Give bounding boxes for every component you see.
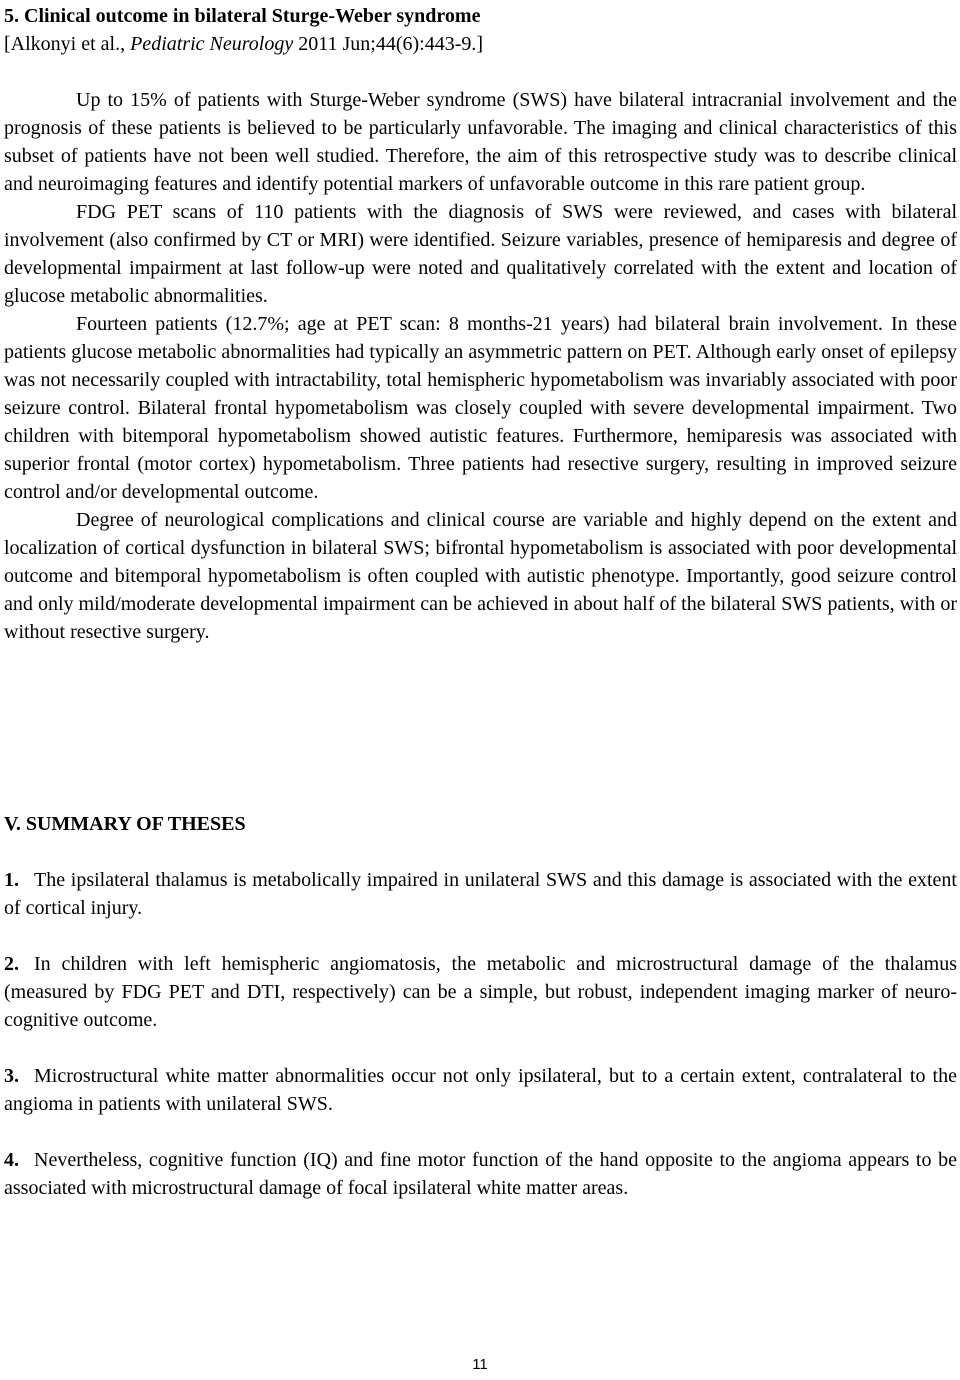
thesis-item <box>4 1062 957 1118</box>
thesis-number: 4. <box>4 1149 19 1171</box>
section-heading: 5. Clinical outcome in bilateral Sturge-Weber syndrome <box>4 5 481 27</box>
thesis-item <box>4 950 957 1034</box>
summary-title: V. SUMMARY OF THESES <box>4 813 246 835</box>
abstract-paragraph-methods: FDG PET scans of 110 patients with the diagnosis of SWS were reviewed, and cases with bilateral involvement (also confirmed by CT or MRI) were identified. Seizure variables, presence of hemiparesis and degree of developmental impairment at last follow-up were noted and qualitatively correlated with the extent and location of glucose metabolic abnormalities. <box>4 201 957 307</box>
page-number: 11 <box>472 1356 488 1373</box>
citation-suffix: 2011 Jun;44(6):443-9.] <box>293 33 484 55</box>
abstract-paragraph-background: Up to 15% of patients with Sturge-Weber syndrome (SWS) have bilateral intracranial involvement and the prognosis of these patients is believed to be particularly unfavorable. The imaging and clinical characteristics of this subset of patients have not been well studied. Therefore, the aim of this retrospective study was to describe clinical and neuroimaging features and identify potential markers of unfavorable outcome in this rare patient group. <box>4 89 957 195</box>
citation <box>4 30 957 58</box>
abstract-section <box>4 2 957 646</box>
thesis-text: Nevertheless, cognitive function (IQ) and fine motor function of the hand opposite to the angioma appears to be associated with microstructural damage of focal ipsilateral white matter areas. <box>4 1149 957 1199</box>
thesis-text: The ipsilateral thalamus is metabolically impaired in unilateral SWS and this damage is associated with the extent of cortical injury. <box>4 869 957 919</box>
thesis-number: 1. <box>4 869 19 891</box>
abstract-paragraph-results: Fourteen patients (12.7%; age at PET scan: 8 months-21 years) had bilateral brain involvement. In these patients glucose metabolic abnormalities had typically an asymmetric pattern on PET. Although early onset of epilepsy was not necessarily coupled with intractability, total hemispheric hypometabolism was invariably associated with poor seizure control. Bilateral frontal hypometabolism was closely coupled with severe developmental impairment. Two children with bitemporal hypometabolism showed autistic features. Furthermore, hemiparesis was associated with superior frontal (motor cortex) hypometabolism. Three patients had resective surgery, resulting in improved seizure control and/or developmental outcome. <box>4 313 957 503</box>
thesis-item <box>4 866 957 922</box>
citation-journal: Pediatric Neurology <box>130 33 294 55</box>
thesis-number: 2. <box>4 953 19 975</box>
abstract-paragraph-conclusions: Degree of neurological complications and clinical course are variable and highly depend on the extent and localization of cortical dysfunction in bilateral SWS; bifrontal hypometabolism is associated with poor developmental outcome and bitemporal hypometabolism is often coupled with autistic phenotype. Importantly, good seizure control and only mild/moderate developmental impairment can be achieved in about half of the bilateral SWS patients, with or without resective surgery. <box>4 509 957 643</box>
thesis-text: In children with left hemispheric angiomatosis, the metabolic and microstructural damage of the thalamus (measured by FDG PET and DTI, respectively) can be a simple, but robust, independent imaging marker of neuro-cognitive outcome. <box>4 953 957 1031</box>
thesis-item <box>4 1146 957 1202</box>
thesis-number: 3. <box>4 1065 19 1087</box>
theses-list <box>4 866 957 1230</box>
blank-line <box>4 58 957 86</box>
thesis-text: Microstructural white matter abnormalities occur not only ipsilateral, but to a certain extent, contralateral to the angioma in patients with unilateral SWS. <box>4 1065 957 1115</box>
citation-prefix: [Alkonyi et al., <box>4 33 131 55</box>
